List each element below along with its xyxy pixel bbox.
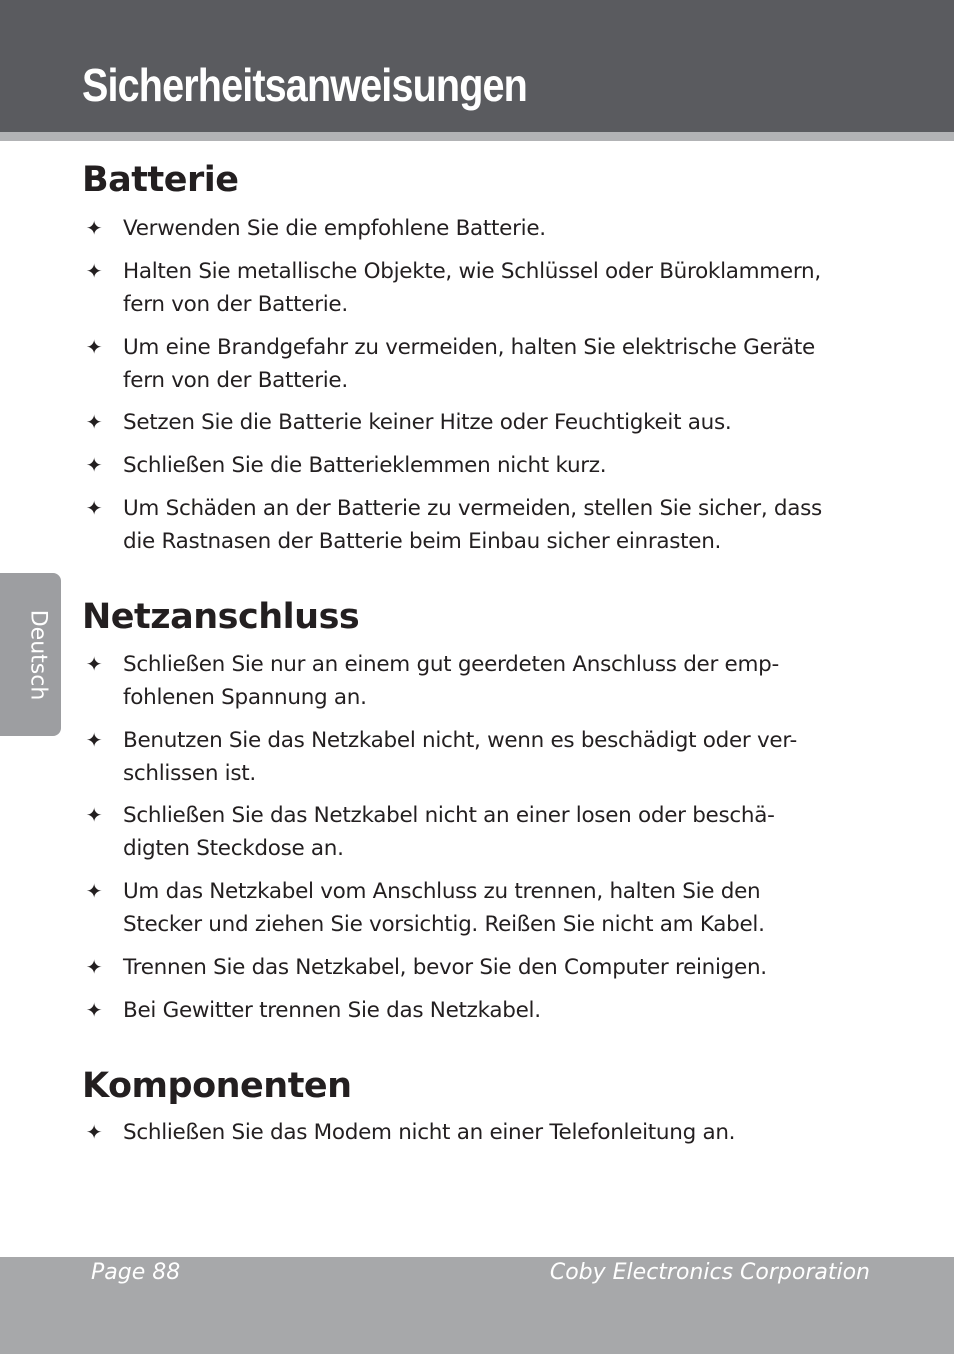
list-item-text: Um eine Brandgefahr zu vermeiden, halten Sie elektrische Geräte fern von der Batterie.: [123, 335, 815, 393]
list-item-text: Verwenden Sie die empfohlene Batterie.: [123, 216, 546, 241]
section-heading-komponenten: Komponenten: [82, 1066, 352, 1106]
four-point-star-icon: ✦: [85, 879, 103, 903]
list-item: [82, 406, 882, 439]
four-point-star-icon: ✦: [85, 955, 103, 979]
list-item: [82, 255, 882, 321]
list-item: [82, 724, 882, 790]
footer-company-name: Coby Electronics Corporation: [549, 1260, 870, 1285]
list-item: [82, 1116, 882, 1149]
four-point-star-icon: ✦: [85, 335, 103, 359]
four-point-star-icon: ✦: [85, 803, 103, 827]
four-point-star-icon: ✦: [85, 453, 103, 477]
list-item: [82, 331, 882, 397]
section-heading-netzanschluss: Netzanschluss: [82, 597, 360, 637]
four-point-star-icon: ✦: [85, 998, 103, 1022]
list-item-text: Bei Gewitter trennen Sie das Netzkabel.: [123, 998, 541, 1023]
list-item: [82, 994, 882, 1027]
list-item-text: Trennen Sie das Netzkabel, bevor Sie den Computer reinigen.: [123, 955, 767, 980]
header-rule: [0, 132, 954, 141]
list-item-text: Um das Netzkabel vom Anschluss zu trennen, halten Sie den Stecker und ziehen Sie vorsichtig. Reißen Sie nicht am Kabel.: [123, 879, 765, 937]
list-item: [82, 951, 882, 984]
list-item: [82, 799, 882, 865]
list-item: [82, 212, 882, 245]
four-point-star-icon: ✦: [85, 1120, 103, 1144]
list-item: [82, 492, 882, 558]
list-item-text: Schließen Sie nur an einem gut geerdeten Anschluss der emp- fohlenen Spannung an.: [123, 652, 779, 710]
section-heading-batterie: Batterie: [82, 160, 239, 200]
list-item-text: Benutzen Sie das Netzkabel nicht, wenn es beschädigt oder ver- schlissen ist.: [123, 728, 797, 786]
list-item-text: Setzen Sie die Batterie keiner Hitze oder Feuchtigkeit aus.: [123, 410, 732, 435]
four-point-star-icon: ✦: [85, 652, 103, 676]
list-item-text: Schließen Sie das Modem nicht an einer Telefonleitung an.: [123, 1120, 736, 1145]
list-item: [82, 449, 882, 482]
language-tab-label: Deutsch: [25, 609, 51, 701]
four-point-star-icon: ✦: [85, 216, 103, 240]
list-item-text: Halten Sie metallische Objekte, wie Schlüssel oder Büroklammern, fern von der Batterie.: [123, 259, 821, 317]
list-item-text: Schließen Sie die Batterieklemmen nicht kurz.: [123, 453, 607, 478]
list-item: [82, 648, 882, 714]
page-title: Sicherheitsanweisungen: [82, 59, 527, 111]
list-item-text: Schließen Sie das Netzkabel nicht an einer losen oder beschä- digten Steckdose an.: [123, 803, 775, 861]
list-item: [82, 875, 882, 941]
footer-page-number: Page 88: [91, 1260, 181, 1285]
four-point-star-icon: ✦: [85, 728, 103, 752]
list-item-text: Um Schäden an der Batterie zu vermeiden, stellen Sie sicher, dass die Rastnasen der Batterie beim Einbau sicher einrasten.: [123, 496, 822, 554]
four-point-star-icon: ✦: [85, 496, 103, 520]
four-point-star-icon: ✦: [85, 259, 103, 283]
four-point-star-icon: ✦: [85, 410, 103, 434]
